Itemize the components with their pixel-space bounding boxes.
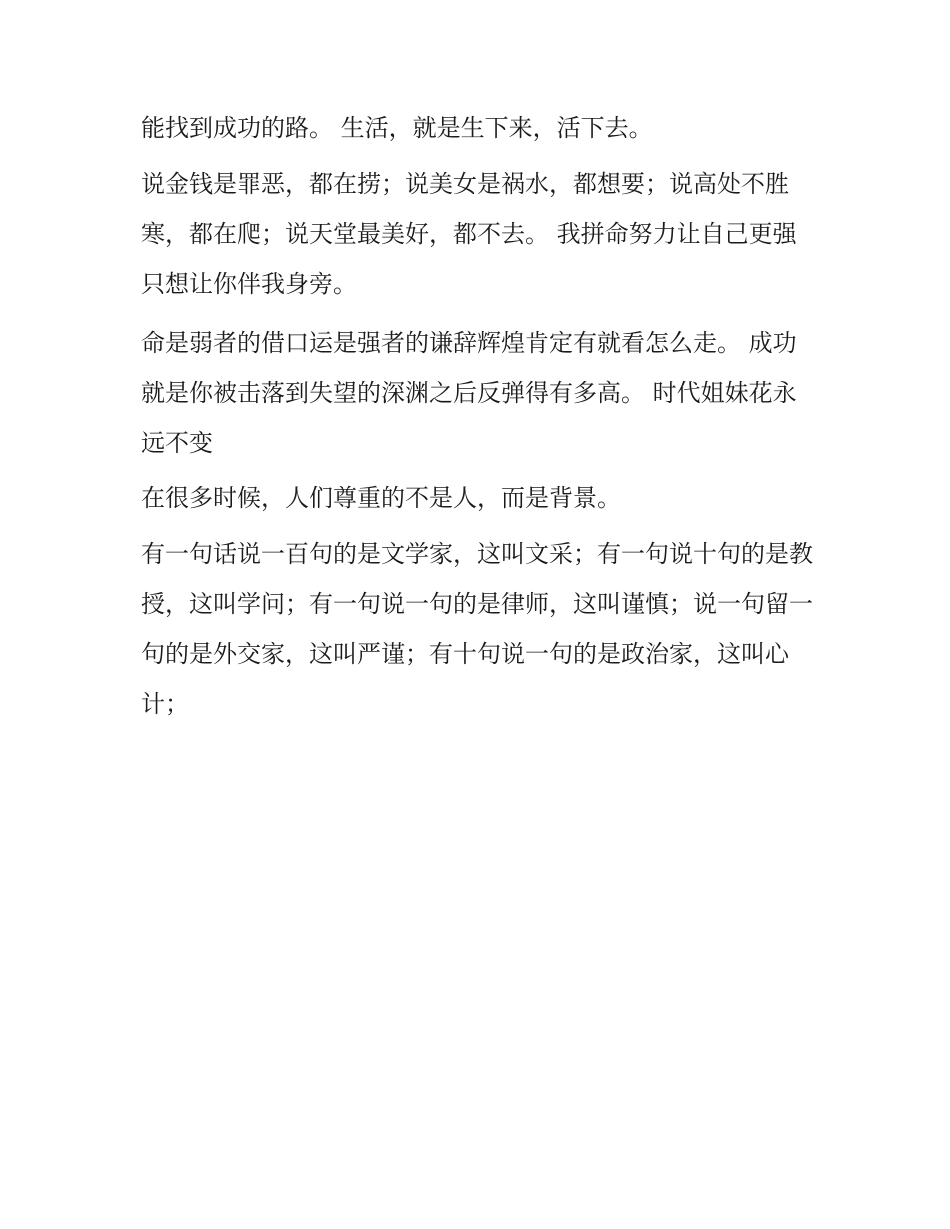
paragraph-1: 能找到成功的路。 生活，就是生下来，活下去。 — [141, 114, 653, 142]
paragraph-2: 说金钱是罪恶，都在捞；说美女是祸水，都想要；说高处不胜寒，都在爬；说天堂最美好，都不去。 我拼命努力让自己更强只想让你伴我身旁。 — [141, 170, 797, 298]
paragraph-4: 在很多时候，人们尊重的不是人，而是背景。 — [141, 484, 621, 512]
document-body — [141, 107, 815, 738]
paragraph-3: 命是弱者的借口运是强者的谦辞辉煌肯定有就看怎么走。 成功就是你被击落到失望的深渊之后反弹得有多高。 时代姐妹花永远不变 — [141, 329, 797, 457]
paragraph-5: 有一句话说一百句的是文学家，这叫文采；有一句说十句的是教授，这叫学问；有一句说一句的是律师，这叫谨慎；说一句留一句的是外交家，这叫严谨；有十句说一句的是政治家，这叫心计； — [141, 540, 813, 718]
